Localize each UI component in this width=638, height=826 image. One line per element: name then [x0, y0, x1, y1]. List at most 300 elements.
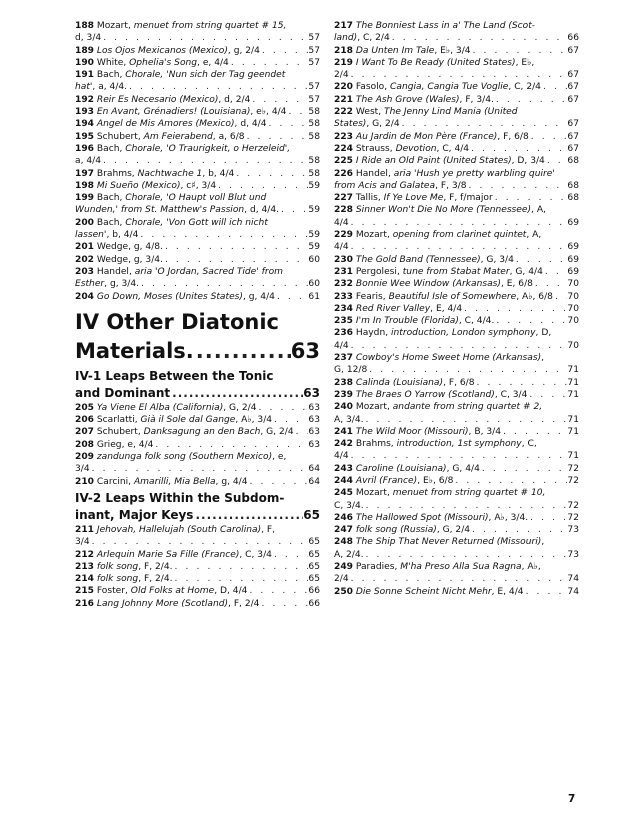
entry-page-number: 72	[567, 500, 579, 511]
section-heading	[75, 490, 320, 524]
entry-number: 198	[75, 180, 94, 191]
entry-text: , F, 3/4.	[459, 94, 494, 105]
entry-text: 2/4	[334, 70, 349, 81]
entry-page-number: 74	[567, 586, 579, 597]
dot-leader	[279, 204, 308, 216]
entry-text: , A♭, 3/4.	[488, 512, 529, 523]
entry-text: ,	[541, 353, 545, 364]
entry-number: 240	[334, 402, 353, 413]
entry-title-text: I'm In Trouble (Florida)	[355, 316, 459, 327]
entry-page-number: 59	[308, 180, 320, 191]
heading-line: IV-2 Leaps Within the Subdom-	[75, 490, 285, 505]
entry-number: 203	[75, 266, 94, 277]
entry-text: , A♭, 3/4	[235, 415, 273, 426]
entry-number: 228	[334, 205, 353, 216]
entry-title-text: Chorale, 'Von Gott will ich nicht	[125, 217, 268, 228]
entry-page-number: 68	[567, 180, 579, 191]
entry-page-number: 59	[308, 230, 320, 241]
entry-number: 247	[334, 525, 353, 536]
entry-number: 216	[75, 598, 94, 609]
entry-title-text: Angel de Mis Amores (Mexico)	[96, 119, 235, 130]
entry-title-text: Los Ojos Mexicanos (Mexico)	[96, 45, 228, 56]
entry-title-text: I Want To Be Ready (United States)	[355, 57, 516, 68]
dot-leader	[101, 32, 308, 44]
entry-number: 202	[75, 254, 94, 265]
entry-title-text: The Jenny Lind Mania (United	[384, 107, 518, 118]
dot-leader	[248, 476, 309, 488]
dot-leader	[528, 512, 567, 524]
index-entry	[334, 168, 579, 193]
entry-title-text: The Ash Grove (Wales)	[355, 94, 460, 105]
index-entry	[334, 475, 579, 487]
dot-leader	[234, 168, 308, 180]
entry-page-number: 59	[308, 242, 320, 253]
entry-page-number: 71	[567, 365, 579, 376]
entry-page-number: 74	[567, 574, 579, 585]
index-entry	[334, 278, 579, 290]
entry-page-number: 59	[308, 205, 320, 216]
entry-page-number: 70	[567, 340, 579, 351]
index-entry	[334, 377, 579, 389]
entry-number: 197	[75, 168, 94, 179]
entry-title-text: from Acis and Galatea	[334, 180, 436, 191]
entry-title-text: Sinner Won't Die No More (Tennessee)	[355, 205, 532, 216]
entry-text: , E♭,	[515, 57, 535, 68]
dot-leader	[153, 439, 308, 451]
dot-leader	[267, 118, 309, 130]
entry-page-number: 71	[567, 451, 579, 462]
entry-text: Mozart,	[355, 402, 393, 413]
dot-leader	[364, 414, 568, 426]
entry-text: Brahms,	[355, 439, 397, 450]
entry-number: 195	[75, 131, 94, 142]
dot-leader	[469, 143, 567, 155]
index-entry	[334, 487, 579, 512]
entry-title-text: Caroline (Louisiana)	[355, 463, 447, 474]
index-entry	[334, 586, 579, 598]
entry-number: 227	[334, 193, 353, 204]
index-entry	[334, 57, 579, 82]
entry-title-text: Devotion	[395, 143, 437, 154]
entry-title-text: lassen'	[75, 230, 107, 241]
entry-text: 4/4	[334, 242, 349, 253]
index-entry	[334, 524, 579, 536]
entry-title-text: Nachtwache 1	[137, 168, 203, 179]
dot-leader	[229, 57, 309, 69]
entry-page-number: 67	[567, 94, 579, 105]
index-entry	[75, 573, 320, 585]
entry-text: A, 3/4.	[334, 414, 364, 425]
entry-number: 237	[334, 353, 353, 364]
dot-leader	[541, 81, 567, 93]
entry-number: 189	[75, 45, 94, 56]
entry-page-number: 63	[308, 415, 320, 426]
entry-page-number: 72	[567, 475, 579, 486]
heading-page-number: 65	[303, 507, 320, 522]
entry-title-text: The Wild Moor (Missouri)	[355, 426, 469, 437]
dot-leader	[275, 291, 308, 303]
part-heading	[75, 308, 320, 366]
heading-page-number: 63	[290, 338, 320, 363]
entry-text: 3/4	[75, 464, 90, 475]
dot-leader	[400, 118, 568, 130]
entry-number: 192	[75, 94, 94, 105]
entry-text: Mozart,	[96, 21, 134, 31]
index-entry	[334, 512, 579, 524]
entry-text: Bach,	[96, 70, 126, 81]
index-entry	[75, 57, 320, 69]
entry-page-number: 72	[567, 463, 579, 474]
entry-page-number: 58	[308, 131, 320, 142]
page-number: 7	[568, 793, 576, 805]
entry-title-text: Cowboy's Home Sweet Home (Arkansas)	[355, 353, 542, 364]
index-entry	[75, 266, 320, 291]
entry-title-text: Chorale, 'Nun sich der Tag geendet	[125, 70, 286, 81]
entry-title-text: The Braes O Yarrow (Scotland)	[355, 389, 495, 400]
entry-page-number: 57	[308, 57, 320, 68]
dot-leader	[501, 426, 567, 438]
dot-leader	[173, 573, 309, 585]
entry-page-number: 67	[567, 143, 579, 154]
entry-text: , G, 4/4	[509, 266, 543, 277]
dot-leader	[493, 192, 568, 204]
dot-leader	[272, 549, 308, 561]
entry-title-text: folk song	[96, 574, 139, 585]
index-entry	[334, 204, 579, 229]
entry-title-text: The Ship That Never Returned (Missouri)	[355, 537, 542, 548]
entry-title-text: land)	[334, 33, 358, 44]
entry-text: , C, 4/4.	[458, 316, 495, 327]
dot-leader	[245, 131, 309, 143]
entry-title-text: If Ye Love Me	[383, 193, 444, 204]
index-entry	[334, 389, 579, 401]
entry-page-number: 65	[308, 561, 320, 572]
index-entry	[334, 352, 579, 377]
entry-number: 201	[75, 242, 94, 253]
entry-text: , C, 2/4	[508, 82, 541, 93]
entry-page-number: 63	[308, 402, 320, 413]
entry-number: 191	[75, 70, 94, 81]
entry-title-text: Amarilli, Mia Bella	[133, 476, 216, 487]
dot-leader	[367, 364, 567, 376]
entry-page-number: 70	[567, 291, 579, 302]
entry-text: , g, 4/4	[215, 476, 248, 487]
entry-page-number: 70	[567, 316, 579, 327]
entry-page-number: 57	[308, 82, 320, 93]
entry-number: 206	[75, 415, 94, 426]
entry-text: 2/4	[334, 574, 349, 585]
entry-text: Pergolesi,	[355, 266, 403, 277]
entry-number: 219	[334, 57, 353, 68]
entry-title-text: Lang Johnny More (Scotland)	[96, 598, 229, 609]
dot-leader	[127, 81, 308, 93]
entry-title-text: The Bonniest Lass in a' The Land (Scot-	[355, 21, 536, 31]
entry-text: , F,	[261, 524, 276, 535]
entry-text: 4/4	[334, 451, 349, 462]
dot-leader	[470, 524, 567, 536]
entry-title-text: Chorale, 'O Traurigkeit, o Herzeleid',	[125, 143, 291, 154]
entry-text: A, 2/4.	[334, 549, 364, 560]
entry-number: 241	[334, 426, 353, 437]
entry-text: C, 3/4.	[334, 500, 364, 511]
entry-text: Handel,	[355, 168, 394, 179]
right-column	[334, 20, 579, 598]
index-entry	[75, 20, 320, 45]
index-entry	[334, 438, 579, 463]
entry-title-text: M'ha Preso Alla Sua Ragna	[400, 562, 522, 573]
dot-leader	[216, 180, 308, 192]
entry-title-text: menuet from string quartet # 15,	[133, 21, 287, 31]
entry-text: , e, 4/4	[197, 57, 229, 68]
index-entry	[334, 536, 579, 561]
dot-leader	[545, 155, 568, 167]
index-entry	[334, 20, 579, 45]
entry-title-text: States)	[334, 119, 367, 130]
entry-page-number: 71	[567, 377, 579, 388]
entry-text: Fearis,	[355, 291, 389, 302]
heading-line: Materials.	[75, 338, 194, 363]
entry-number: 220	[334, 82, 353, 93]
entry-title-text: hat'	[75, 82, 93, 93]
entry-number: 193	[75, 107, 94, 118]
entry-text: , A,	[531, 205, 546, 216]
dot-leader	[467, 180, 568, 192]
index-entry	[75, 217, 320, 242]
entry-text: , D,	[535, 328, 552, 339]
entry-page-number: 63	[308, 439, 320, 450]
entry-number: 196	[75, 143, 94, 154]
dot-leader	[553, 291, 567, 303]
entry-page-number: 69	[567, 242, 579, 253]
entry-number: 226	[334, 168, 353, 179]
index-entry	[75, 106, 320, 118]
dot-leader	[471, 45, 568, 57]
dot-leader	[194, 337, 291, 366]
dot-leader	[494, 94, 568, 106]
entry-title-text: The Gold Band (Tennessee)	[355, 254, 481, 265]
entry-page-number: 66	[308, 598, 320, 609]
entry-number: 200	[75, 217, 94, 228]
entry-text: 4/4	[334, 217, 349, 228]
index-entry	[75, 143, 320, 168]
entry-number: 208	[75, 439, 94, 450]
entry-page-number: 58	[308, 107, 320, 118]
entry-text: G, 12/8	[334, 365, 368, 376]
index-entry	[334, 254, 579, 266]
entry-text: , F, 2/4	[228, 598, 260, 609]
index-entry	[75, 524, 320, 549]
index-entry	[75, 168, 320, 180]
entry-page-number: 64	[308, 464, 320, 475]
dot-leader	[138, 229, 308, 241]
entry-title-text: Chorale, 'O Haupt voll Blut und	[125, 193, 267, 204]
entry-title-text: Jehovah, Hallelujah (South Carolina)	[96, 524, 262, 535]
index-entry	[334, 229, 579, 254]
entry-text: Bach,	[96, 193, 126, 204]
heading-page-number: 63	[303, 385, 320, 400]
dot-leader	[494, 315, 567, 327]
entry-text: 3/4	[75, 537, 90, 548]
entry-number: 214	[75, 574, 94, 585]
entry-page-number: 67	[567, 119, 579, 130]
entry-text: , G, 2/4	[260, 427, 294, 438]
entry-text: Tallis,	[355, 193, 384, 204]
entry-title-text: Esther	[75, 279, 105, 290]
heading-line: and Dominant	[75, 385, 171, 400]
entry-text: , c♯, 3/4	[180, 180, 217, 191]
entry-text: Bach,	[96, 217, 126, 228]
entry-number: 213	[75, 561, 94, 572]
index-entry	[75, 476, 320, 488]
dot-leader	[364, 549, 568, 561]
entry-page-number: 69	[567, 254, 579, 265]
entry-text: , b, 4/4	[202, 168, 235, 179]
entry-text: , C, 4/4	[436, 143, 470, 154]
entry-number: 234	[334, 303, 353, 314]
entry-page-number: 64	[308, 476, 320, 487]
entry-title-text: En Avant, Grénadiers! (Louisiana)	[96, 107, 251, 118]
dot-leader	[480, 463, 568, 475]
entry-page-number: 57	[308, 94, 320, 105]
entry-text: , F, 6/8	[443, 377, 475, 388]
entry-number: 205	[75, 402, 94, 413]
entry-number: 217	[334, 21, 353, 31]
entry-title-text: Old Folks at Home	[130, 586, 215, 597]
entry-title-text: folk song	[96, 561, 139, 572]
entry-text: West,	[355, 107, 385, 118]
entry-title-text: tune from Stabat Mater	[402, 266, 510, 277]
entry-page-number: 73	[567, 525, 579, 536]
entry-text: Fasolo,	[355, 82, 391, 93]
dot-leader	[514, 254, 568, 266]
entry-text: , G, 2/4	[223, 402, 257, 413]
dot-leader	[349, 340, 568, 352]
entry-number: 218	[334, 45, 353, 56]
entry-text: , g, 4/4	[242, 291, 275, 302]
index-entry	[334, 81, 579, 93]
entry-text: d, 3/4	[75, 33, 102, 44]
entry-text: Mozart,	[355, 488, 393, 499]
entry-title-text: andante from string quartet # 2,	[392, 402, 543, 413]
entry-text: , a, 6/8	[212, 131, 245, 142]
entry-text: , a, 4/4.	[92, 82, 128, 93]
entry-page-number: 58	[308, 156, 320, 167]
index-entry	[75, 45, 320, 57]
entry-text: , C, 3/4	[239, 549, 272, 560]
entry-text: Scarlatti,	[96, 415, 141, 426]
entry-text: , e,	[272, 452, 287, 463]
index-entry	[334, 291, 579, 303]
index-entry	[334, 45, 579, 57]
index-entry	[75, 291, 320, 303]
entry-number: 210	[75, 476, 94, 487]
dot-leader	[390, 32, 568, 44]
entry-text: Haydn,	[355, 328, 392, 339]
entry-page-number: 60	[308, 279, 320, 290]
entry-text: , C, 2/4	[357, 33, 390, 44]
entry-title-text: Wunden,' from St. Matthew's Passion	[75, 205, 245, 216]
entry-number: 236	[334, 328, 353, 339]
entry-page-number: 68	[567, 193, 579, 204]
entry-title-text: The Hallowed Spot (Missouri)	[355, 512, 489, 523]
entry-text: , A♭,	[521, 562, 541, 573]
dot-leader	[101, 155, 308, 167]
entry-page-number: 67	[567, 82, 579, 93]
entry-number: 230	[334, 254, 353, 265]
entry-number: 238	[334, 377, 353, 388]
entry-text: , A,	[526, 230, 542, 241]
entry-page-number: 71	[567, 414, 579, 425]
dot-leader	[543, 266, 568, 278]
index-entry	[334, 463, 579, 475]
entry-text: , E, 4/4	[491, 586, 524, 597]
index-entry	[334, 266, 579, 278]
entry-text: , g, 3/4.	[104, 279, 140, 290]
entry-title-text: Am Feierabend	[143, 131, 213, 142]
entry-number: 239	[334, 389, 353, 400]
entry-page-number: 65	[308, 537, 320, 548]
entry-text: Foster,	[96, 586, 131, 597]
entry-page-number: 71	[567, 426, 579, 437]
entry-number: 223	[334, 131, 353, 142]
entry-text: , g, 2/4	[227, 45, 260, 56]
entry-title-text: Go Down, Moses (Unites States)	[96, 291, 243, 302]
dot-leader	[272, 414, 308, 426]
entry-title-text: I Ride an Old Paint (United States)	[355, 156, 512, 167]
entry-text: , B, 3/4	[468, 426, 501, 437]
entry-title-text: Calinda (Louisiana)	[355, 377, 444, 388]
entry-text: , d, 2/4	[218, 94, 251, 105]
entry-page-number: 61	[308, 291, 320, 302]
entry-page-number: 72	[567, 512, 579, 523]
entry-number: 229	[334, 230, 353, 241]
index-entry	[334, 192, 579, 204]
index-entry	[75, 561, 320, 573]
entry-title-text: introduction, London symphony	[391, 328, 536, 339]
entry-title-text: Avril (France)	[355, 475, 418, 486]
dot-leader	[247, 585, 308, 597]
entry-number: 215	[75, 586, 94, 597]
entry-title-text: folk song (Russia)	[355, 525, 437, 536]
index-entry	[75, 451, 320, 476]
entry-text: , G, 2/4	[366, 119, 400, 130]
entry-number: 211	[75, 524, 94, 535]
index-entry	[334, 426, 579, 438]
entry-title-text: zandunga folk song (Southern Mexico)	[96, 452, 273, 463]
entry-title-text: Ophelia's Song	[129, 57, 198, 68]
entry-text: , F, 2/4.	[138, 574, 173, 585]
entry-text: Grieg, e, 4/4	[96, 439, 154, 450]
index-entry	[334, 327, 579, 352]
dot-leader	[260, 45, 309, 57]
entry-text: , C, 3/4	[494, 389, 528, 400]
entry-number: 243	[334, 463, 353, 474]
index-entry	[334, 106, 579, 131]
entry-text: , b, 4/4	[106, 230, 139, 241]
index-entry	[334, 94, 579, 106]
entry-text: , F, 2/4.	[138, 561, 173, 572]
dot-leader	[173, 561, 309, 573]
entry-title-text: Reir Es Necesario (Mexico)	[96, 94, 219, 105]
entry-page-number: 63	[308, 427, 320, 438]
entry-text: , E, 4/4	[430, 303, 463, 314]
entry-text: , E, 6/8	[500, 279, 533, 290]
dot-leader	[524, 586, 568, 598]
dot-leader	[349, 69, 568, 81]
entry-page-number: 70	[567, 303, 579, 314]
index-entry	[75, 192, 320, 217]
entry-title-text: Arlequin Marie Sa Fille (France)	[96, 549, 240, 560]
